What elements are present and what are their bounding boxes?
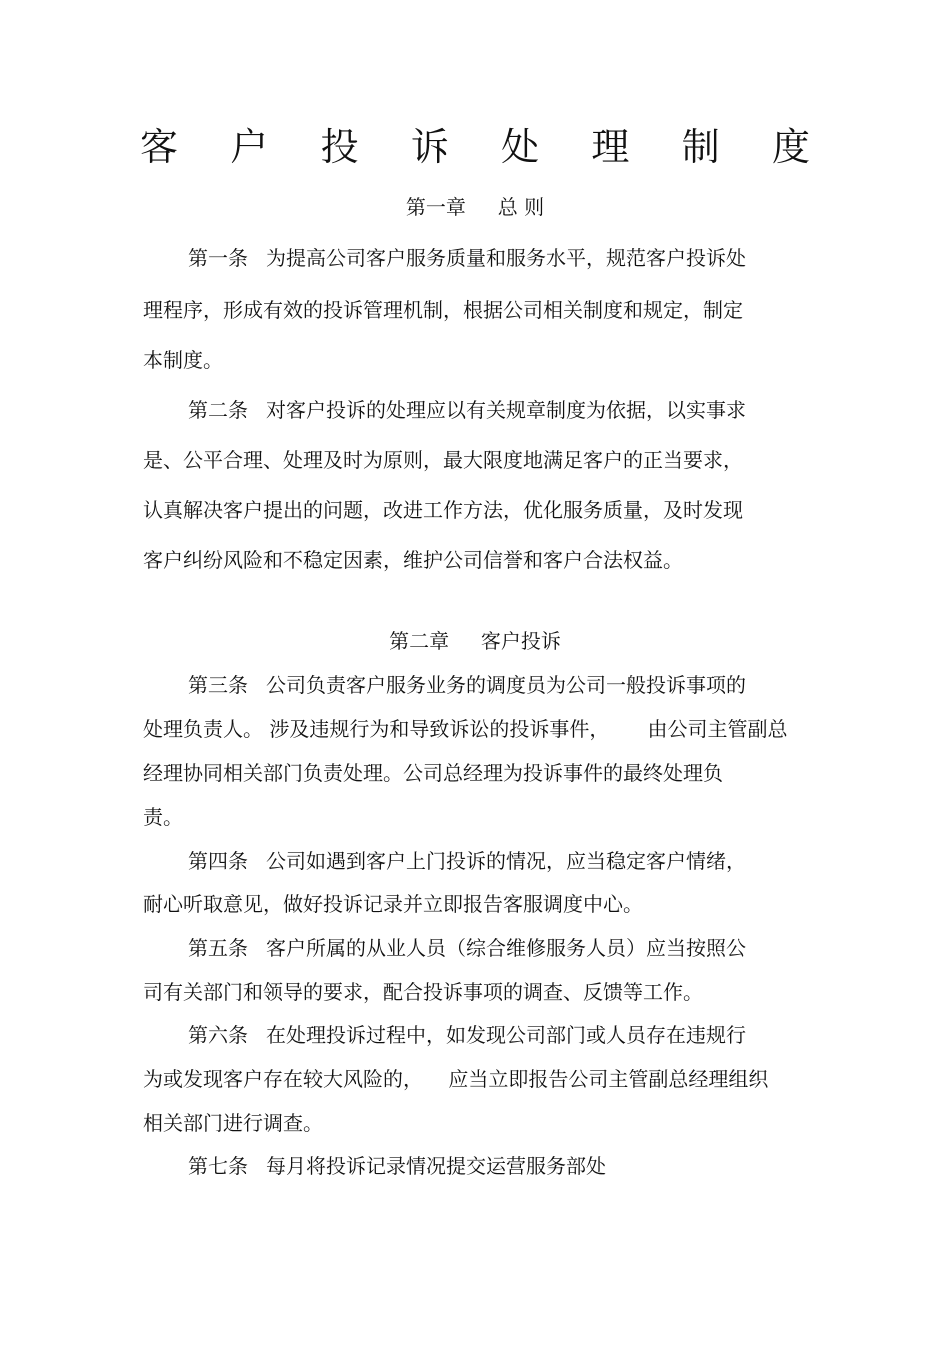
title-char: 理 (591, 125, 630, 169)
document-title (140, 122, 810, 172)
article-label: 第二条 (188, 398, 248, 422)
article-2-line-1 (188, 395, 746, 425)
title-char: 诉 (410, 125, 449, 169)
chapter-name: 客户投诉 (480, 629, 561, 653)
article-1-line-1 (188, 243, 746, 273)
article-5-line-1 (188, 933, 746, 963)
article-7-line-1 (188, 1151, 606, 1181)
title-char: 客 (140, 125, 179, 169)
article-3-line-3: 经理协同相关部门负责处理。公司总经理为投诉事件的最终处理负 (143, 761, 723, 785)
article-text: 公司如遇到客户上门投诉的情况，应当稳定客户情绪， (266, 849, 746, 873)
chapter-1-heading (0, 192, 950, 222)
article-3-line-2: 处理负责人。 涉及违规行为和导致诉讼的投诉事件， 由公司主管副总 (143, 717, 788, 741)
article-4-line-1 (188, 846, 746, 876)
article-2-line-4: 客户纠纷风险和不稳定因素，维护公司信誉和客户合法权益。 (143, 548, 683, 572)
article-label: 第七条 (188, 1154, 248, 1178)
article-4-line-2: 耐心听取意见，做好投诉记录并立即报告客服调度中心。 (143, 892, 643, 916)
article-label: 第六条 (188, 1023, 248, 1047)
article-label: 第三条 (188, 673, 248, 697)
article-6-line-3: 相关部门进行调查。 (143, 1111, 323, 1135)
title-char: 处 (501, 125, 540, 169)
chapter-name: 总 则 (497, 195, 545, 219)
chapter-number: 第二章 (389, 629, 450, 653)
title-char: 投 (320, 125, 359, 169)
article-text: 对客户投诉的处理应以有关规章制度为依据，以实事求 (266, 398, 746, 422)
article-label: 第一条 (188, 246, 248, 270)
chapter-2-heading (0, 626, 950, 656)
article-label: 第四条 (188, 849, 248, 873)
article-text: 客户所属的从业人员（综合维修服务人员）应当按照公 (266, 936, 746, 960)
article-6-line-2: 为或发现客户存在较大风险的， 应当立即报告公司主管副总经理组织 (143, 1067, 769, 1091)
chapter-number: 第一章 (405, 195, 466, 219)
article-1-line-3: 本制度。 (143, 348, 223, 372)
article-2-line-2: 是、公平合理、处理及时为原则，最大限度地满足客户的正当要求， (143, 448, 743, 472)
article-3-line-4: 责。 (143, 805, 183, 829)
article-text: 为提高公司客户服务质量和服务水平，规范客户投诉处 (266, 246, 746, 270)
title-char: 度 (771, 125, 810, 169)
article-1-line-2: 理程序，形成有效的投诉管理机制，根据公司相关制度和规定，制定 (143, 298, 743, 322)
article-text: 公司负责客户服务业务的调度员为公司一般投诉事项的 (266, 673, 746, 697)
article-text: 每月将投诉记录情况提交运营服务部处 (266, 1154, 606, 1178)
title-char: 制 (681, 125, 720, 169)
article-6-line-1 (188, 1020, 746, 1050)
article-text: 在处理投诉过程中，如发现公司部门或人员存在违规行 (266, 1023, 746, 1047)
article-label: 第五条 (188, 936, 248, 960)
article-5-line-2: 司有关部门和领导的要求，配合投诉事项的调查、反馈等工作。 (143, 980, 703, 1004)
article-3-line-1 (188, 670, 746, 700)
article-2-line-3: 认真解决客户提出的问题，改进工作方法，优化服务质量，及时发现 (143, 498, 743, 522)
title-char: 户 (230, 125, 269, 169)
